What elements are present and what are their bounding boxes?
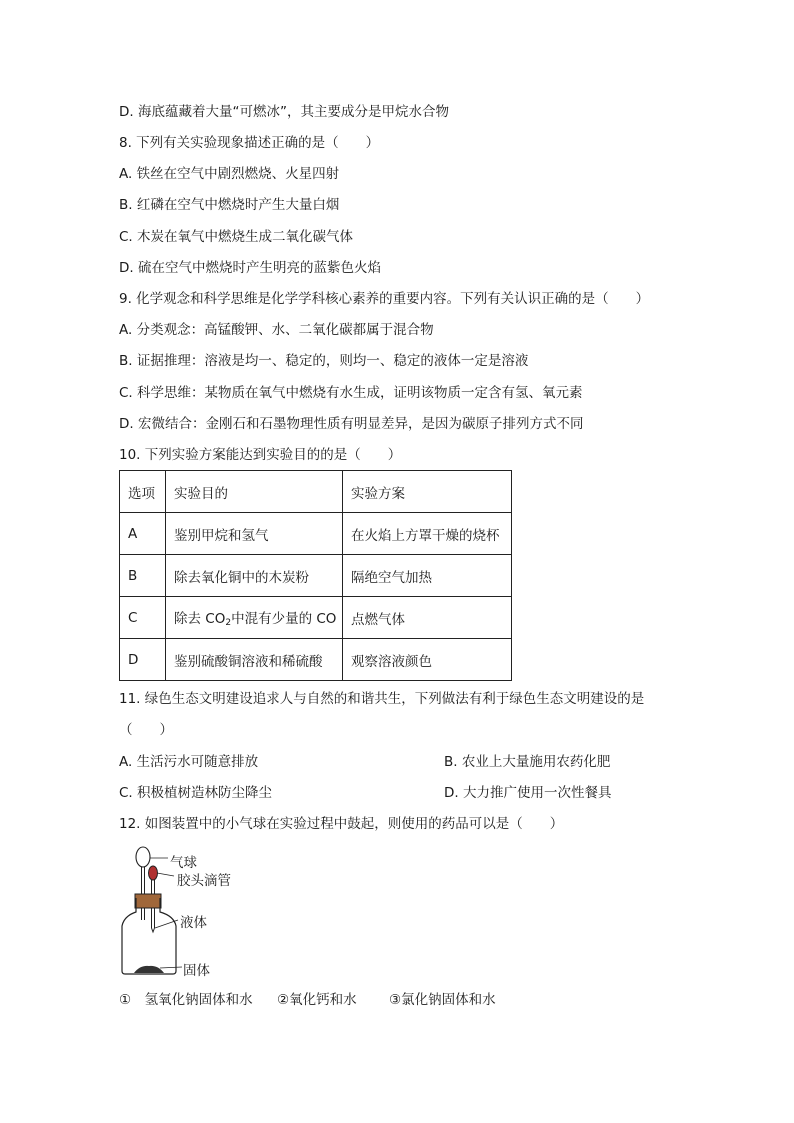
table-cell-option: B xyxy=(120,555,166,597)
purpose-prefix: 除去 CO xyxy=(174,611,226,627)
table-cell-plan: 在火焰上方罩干燥的烧杯 xyxy=(343,513,512,555)
leader-liquid xyxy=(155,920,178,928)
table-header-purpose: 实验目的 xyxy=(166,471,343,513)
q11-option-c: C. 积极植树造林防尘降尘 xyxy=(119,785,273,801)
table-cell-option: C xyxy=(120,597,166,639)
q12-choice-2: ②氧化钙和水 xyxy=(277,992,357,1008)
purpose-suffix: 中混有少量的 CO xyxy=(231,611,337,627)
q9-option-c: C. 科学思维：某物质在氧气中燃烧有水生成，证明该物质一定含有氢、氧元素 xyxy=(119,385,583,401)
table-row xyxy=(120,597,512,639)
table-header-plan: 实验方案 xyxy=(343,471,512,513)
q8-stem: 8. 下列有关实验现象描述正确的是（ ） xyxy=(119,135,380,151)
label-solid: 固体 xyxy=(183,963,210,979)
table-cell-plan: 点燃气体 xyxy=(343,597,512,639)
dropper-bulb-shape xyxy=(149,866,158,880)
q8-option-a: A. 铁丝在空气中剧烈燃烧、火星四射 xyxy=(119,166,340,182)
q10-stem: 10. 下列实验方案能达到实验目的的是（ ） xyxy=(119,447,402,463)
q11-stem: 11. 绿色生态文明建设追求人与自然的和谐共生，下列做法有利于绿色生态文明建设的是 xyxy=(119,691,645,707)
solid-pile xyxy=(134,966,164,973)
table-row xyxy=(120,639,512,681)
table-cell-purpose: 鉴别甲烷和氢气 xyxy=(166,513,343,555)
rubber-stopper xyxy=(135,894,161,908)
leader-solid xyxy=(160,967,182,968)
dropper-tip xyxy=(152,928,155,932)
label-balloon: 气球 xyxy=(170,855,197,871)
balloon-shape xyxy=(136,847,150,867)
table-header-row xyxy=(120,471,512,513)
q8-option-d: D. 硫在空气中燃烧时产生明亮的蓝紫色火焰 xyxy=(119,260,381,276)
q9-option-a: A. 分类观念：高锰酸钾、水、二氧化碳都属于混合物 xyxy=(119,322,434,338)
q11-stem-cont: （ ） xyxy=(119,722,173,738)
table-row xyxy=(120,513,512,555)
q11-option-d: D. 大力推广使用一次性餐具 xyxy=(444,785,612,801)
table-cell-plan: 隔绝空气加热 xyxy=(343,555,512,597)
table-cell-purpose: 除去氧化铜中的木炭粉 xyxy=(166,555,343,597)
q9-option-d: D. 宏微结合：金刚石和石墨物理性质有明显差异，是因为碳原子排列方式不同 xyxy=(119,416,584,432)
co2-subscript: 2 xyxy=(225,618,232,628)
q11-option-a: A. 生活污水可随意排放 xyxy=(119,754,259,770)
table-cell-plan: 观察溶液颜色 xyxy=(343,639,512,681)
q12-choice-3: ③氯化钠固体和水 xyxy=(389,992,496,1008)
q7-option-d: D. 海底蕴藏着大量“可燃冰”，其主要成分是甲烷水合物 xyxy=(119,104,449,120)
label-dropper: 胶头滴管 xyxy=(177,873,231,889)
flask-outline xyxy=(122,898,176,974)
q9-stem: 9. 化学观念和科学思维是化学学科核心素养的重要内容。下列有关认识正确的是（ ） xyxy=(119,291,650,307)
table-cell-purpose xyxy=(166,597,343,639)
q10-experiment-table xyxy=(119,470,512,681)
q12-stem: 12. 如图装置中的小气球在实验过程中鼓起，则使用的药品可以是（ ） xyxy=(119,816,564,832)
table-cell-option: D xyxy=(120,639,166,681)
table-cell-option: A xyxy=(120,513,166,555)
table-cell-purpose: 鉴别硫酸铜溶液和稀硫酸 xyxy=(166,639,343,681)
q8-option-c: C. 木炭在氧气中燃烧生成二氧化碳气体 xyxy=(119,229,354,245)
q9-option-b: B. 证据推理：溶液是均一、稳定的，则均一、稳定的液体一定是溶液 xyxy=(119,353,529,369)
leader-dropper xyxy=(157,873,174,876)
q8-option-b: B. 红磷在空气中燃烧时产生大量白烟 xyxy=(119,197,340,213)
table-header-option: 选项 xyxy=(120,471,166,513)
table-row xyxy=(120,555,512,597)
q12-choice-1: ① 氢氧化钠固体和水 xyxy=(119,992,253,1008)
label-liquid: 液体 xyxy=(180,915,207,931)
q11-option-b: B. 农业上大量施用农药化肥 xyxy=(444,754,611,770)
